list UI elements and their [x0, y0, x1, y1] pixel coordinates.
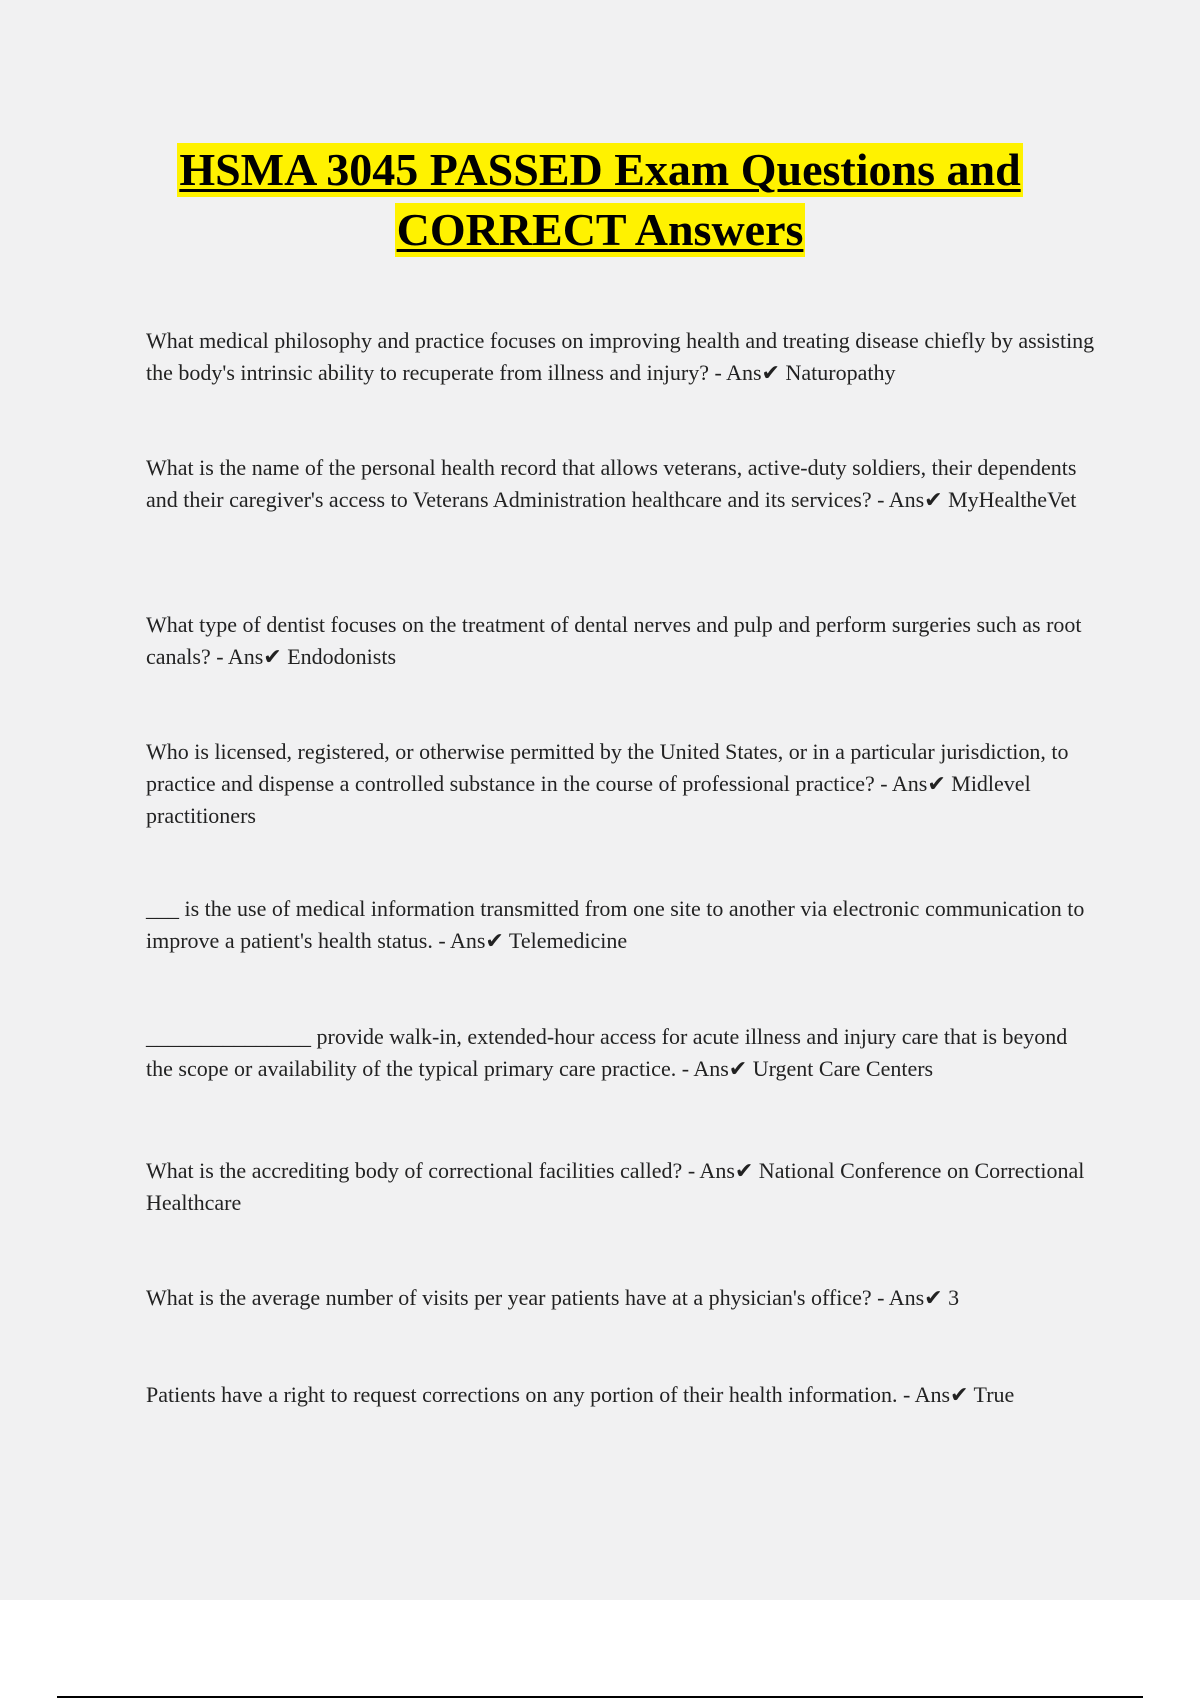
- title-line-2: CORRECT Answers: [396, 204, 804, 255]
- qa-item-3: What type of dentist focuses on the treatment of dental nerves and pulp and perform surgeries such as root canals? - Ans✔ Endodonists: [146, 612, 1082, 669]
- footer-divider: [57, 1696, 1143, 1698]
- qa-item-2: What is the name of the personal health record that allows veterans, active-duty soldiers, their dependents and their caregiver's access to Veterans Administration healthcare and its services? - Ans✔ MyHealtheVet: [146, 455, 1077, 512]
- qa-item-5: ___ is the use of medical information transmitted from one site to another via electronic communication to improve a patient's health status. - Ans✔ Telemedicine: [146, 896, 1085, 953]
- page-title: [0, 143, 1200, 263]
- qa-item-4: Who is licensed, registered, or otherwise permitted by the United States, or in a particular jurisdiction, to practice and dispense a controlled substance in the course of professional practice? - Ans✔ Midlevel practitioners: [146, 739, 1069, 828]
- qa-item-8: What is the average number of visits per year patients have at a physician's office? - Ans✔ 3: [146, 1285, 960, 1310]
- qa-item-9: Patients have a right to request corrections on any portion of their health information. - Ans✔ True: [146, 1382, 1015, 1407]
- qa-item-1: What medical philosophy and practice focuses on improving health and treating disease chiefly by assisting the body's intrinsic ability to recuperate from illness and injury? - Ans✔ Naturopathy: [146, 328, 1095, 385]
- qa-item-6: _______________ provide walk-in, extended-hour access for acute illness and injury care that is beyond the scope or availability of the typical primary care practice. - Ans✔ Urgent Care Centers: [146, 1024, 1068, 1081]
- qa-item-7: What is the accrediting body of correctional facilities called? - Ans✔ National Conference on Correctional Healthcare: [146, 1158, 1085, 1215]
- title-line-1: HSMA 3045 PASSED Exam Questions and: [179, 144, 1021, 195]
